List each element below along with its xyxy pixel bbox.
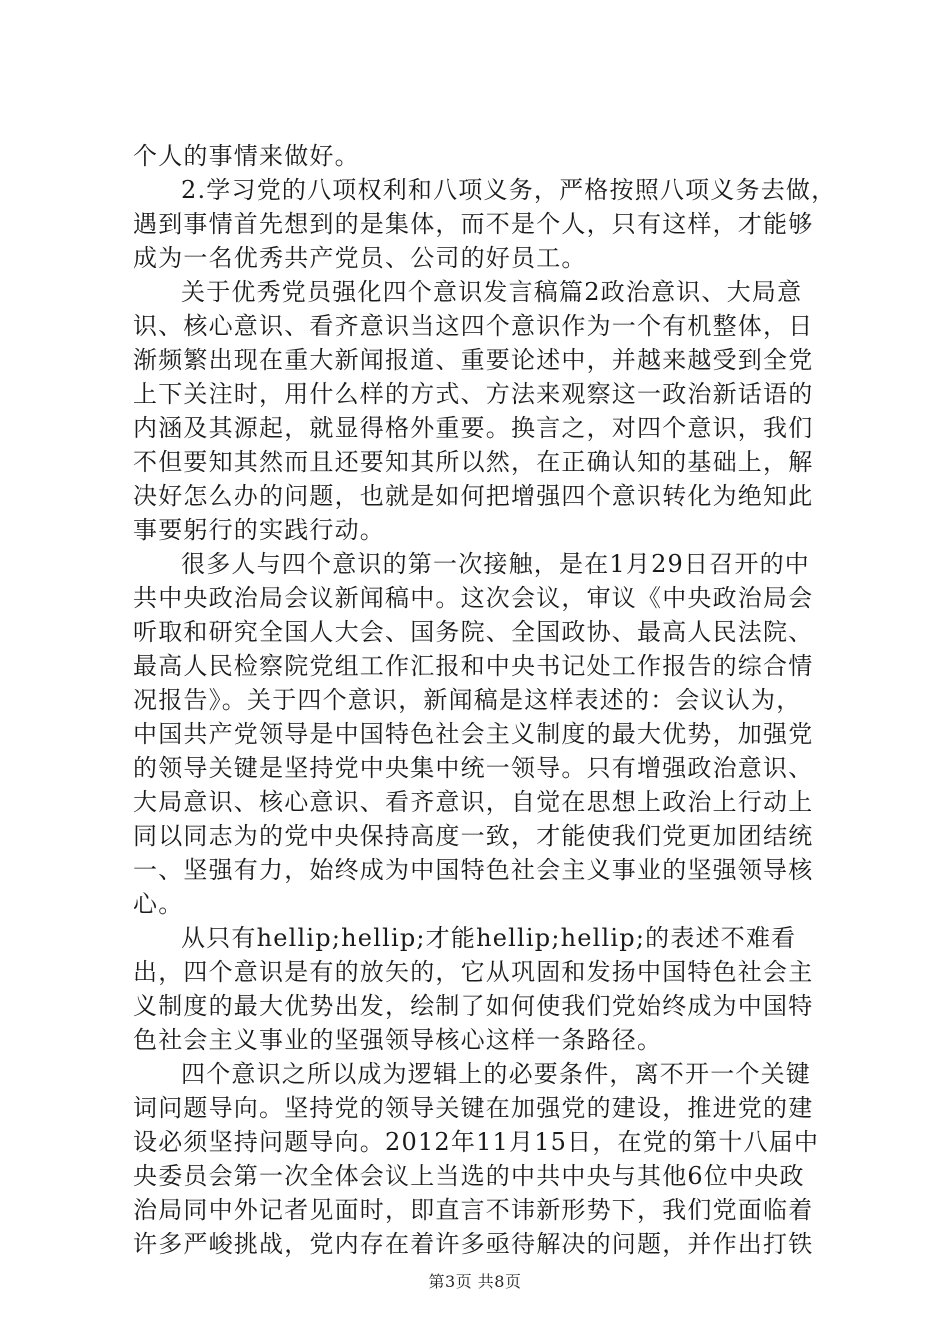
text-line: 色社会主义事业的坚强领导核心这样一条路径。 <box>133 1026 663 1054</box>
text-line: 词问题导向。坚持党的领导关键在加强党的建设，推进党的建 <box>133 1094 814 1122</box>
page-footer: 第3页 共8页 <box>428 1272 522 1291</box>
text-line: 设必须坚持问题导向。2012年11月15日，在党的第十八届中 <box>133 1128 820 1156</box>
text-line: 事要躬行的实践行动。 <box>133 516 385 544</box>
text-line: 大局意识、核心意识、看齐意识，自觉在思想上政治上行动上 <box>133 788 814 816</box>
text-line: 上下关注时，用什么样的方式、方法来观察这一政治新话语的 <box>133 380 814 408</box>
text-line: 的领导关键是坚持党中央集中统一领导。只有增强政治意识、 <box>133 754 814 782</box>
text-line: 决好怎么办的问题，也就是如何把增强四个意识转化为绝知此 <box>133 482 814 510</box>
text-line: 共中央政治局会议新闻稿中。这次会议，审议《中央政治局会 <box>133 584 814 612</box>
text-line: 况报告》。关于四个意识，新闻稿是这样表述的：会议认为， <box>133 686 802 714</box>
text-line: 很多人与四个意识的第一次接触，是在1月29日召开的中 <box>181 550 811 578</box>
text-line: 同以同志为的党中央保持高度一致，才能使我们党更加团结统 <box>133 822 814 850</box>
text-line: 听取和研究全国人大会、国务院、全国政协、最高人民法院、 <box>133 618 814 646</box>
text-line: 治局同中外记者见面时，即直言不讳新形势下，我们党面临着 <box>133 1196 814 1224</box>
text-line: 一、坚强有力，始终成为中国特色社会主义事业的坚强领导核 <box>133 856 814 884</box>
text-line: 关于优秀党员强化四个意识发言稿篇2政治意识、大局意 <box>181 278 803 306</box>
text-line: 渐频繁出现在重大新闻报道、重要论述中，并越来越受到全党 <box>133 346 814 374</box>
text-line: 从只有hellip;hellip;才能hellip;hellip;的表述不难看 <box>181 924 797 952</box>
text-line: 四个意识之所以成为逻辑上的必要条件，离不开一个关键 <box>181 1060 811 1088</box>
text-line: 最高人民检察院党组工作汇报和中央书记处工作报告的综合情 <box>133 652 814 680</box>
text-line: 不但要知其然而且还要知其所以然，在正确认知的基础上，解 <box>133 448 814 476</box>
text-line: 个人的事情来做好。 <box>133 142 360 170</box>
text-line: 出，四个意识是有的放矢的，它从巩固和发扬中国特色社会主 <box>133 958 814 986</box>
text-line: 义制度的最大优势出发，绘制了如何使我们党始终成为中国特 <box>133 992 814 1020</box>
text-line: 识、核心意识、看齐意识当这四个意识作为一个有机整体，日 <box>133 312 814 340</box>
text-line: 内涵及其源起，就显得格外重要。换言之，对四个意识，我们 <box>133 414 814 442</box>
text-line: 2.学习党的八项权利和八项义务，严格按照八项义务去做， <box>181 176 837 204</box>
text-line: 中国共产党领导是中国特色社会主义制度的最大优势，加强党 <box>133 720 814 748</box>
text-line: 成为一名优秀共产党员、公司的好员工。 <box>133 244 587 272</box>
text-line: 心。 <box>133 890 184 918</box>
text-line: 许多严峻挑战，党内存在着许多亟待解决的问题，并作出打铁 <box>133 1230 814 1258</box>
text-line: 遇到事情首先想到的是集体，而不是个人，只有这样，才能够 <box>133 210 814 238</box>
text-line: 央委员会第一次全体会议上当选的中共中央与其他6位中央政 <box>133 1162 805 1190</box>
